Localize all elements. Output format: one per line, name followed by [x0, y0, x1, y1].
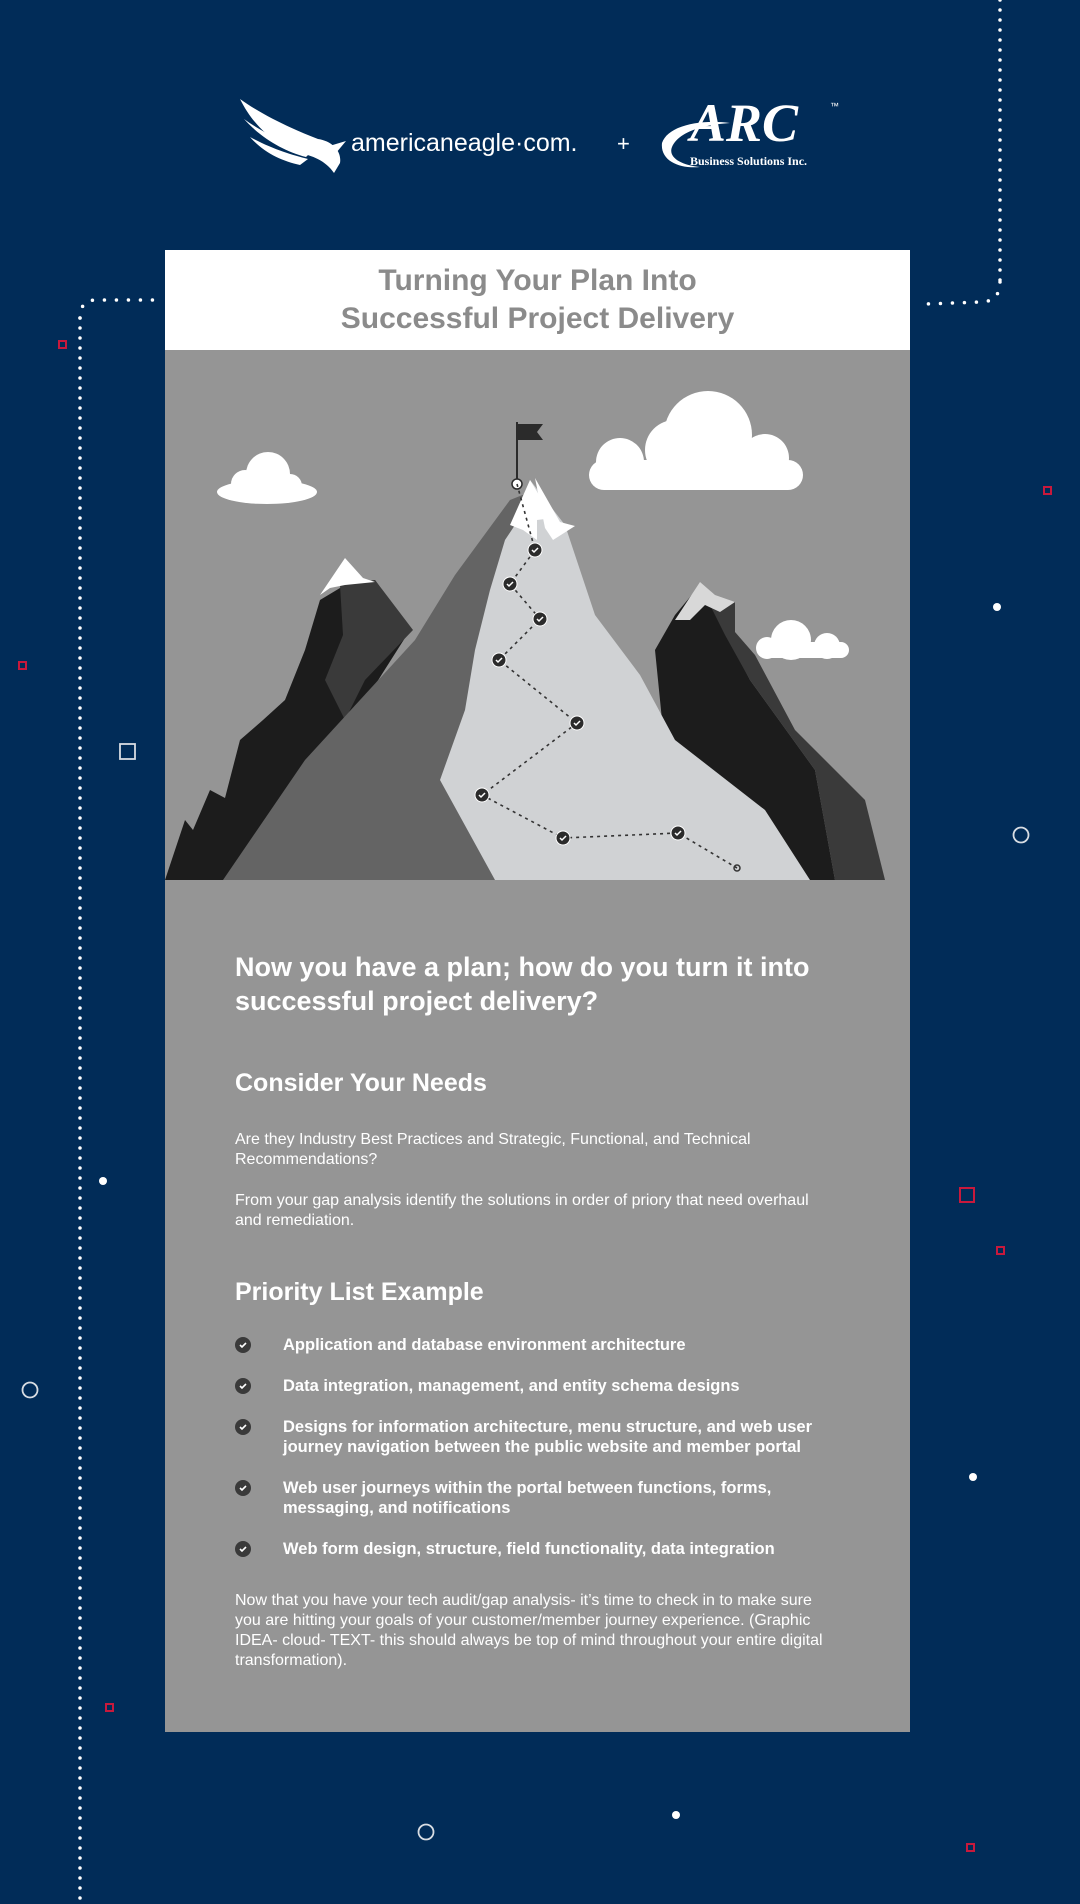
americaneagle-wordmark: americaneagle·com. [351, 129, 578, 157]
cloud-icon-top-right [589, 391, 803, 490]
cloud-icon-right [756, 620, 849, 660]
check-circle-icon [235, 1480, 251, 1496]
consider-paragraph-2: From your gap analysis identify the solutions in order of priory that need overhaul and remediation. [235, 1192, 809, 1229]
list-item [235, 1335, 835, 1355]
arc-wordmark: ARC [690, 95, 799, 153]
list-item-text: Designs for information architecture, menu structure, and web user journey navigation between the public website and member portal [283, 1418, 813, 1456]
check-circle-icon [235, 1419, 251, 1435]
logo-bar [0, 95, 1080, 185]
priority-list [235, 1335, 835, 1559]
priority-heading: Priority List Example [235, 1278, 484, 1306]
plus-sign: + [617, 131, 630, 156]
check-circle-icon [235, 1378, 251, 1394]
list-item [235, 1417, 835, 1457]
list-item [235, 1478, 835, 1518]
check-circle-icon [235, 1541, 251, 1557]
eagle-logo-icon [240, 99, 346, 173]
card-header [165, 250, 910, 350]
title-line-1: Turning Your Plan Into [378, 264, 697, 297]
cloud-icon-left [217, 452, 317, 504]
arc-subtitle: Business Solutions Inc. [690, 154, 808, 168]
list-item-text: Web form design, structure, field functionality, data integration [283, 1540, 775, 1558]
consider-paragraph-1: Are they Industry Best Practices and Strategic, Functional, and Technical Recommendations? [235, 1131, 751, 1168]
main-question: Now you have a plan; how do you turn it into successful project delivery? [235, 952, 810, 1016]
closing-paragraph: Now that you have your tech audit/gap analysis- it’s time to check in to make sure you are hitting your goals of your customer/member journey experience. (Graphic IDEA- cloud- TEXT- this should always be top of mind throughout your entire digital transformation). [235, 1592, 823, 1669]
flag-icon [512, 422, 543, 489]
list-item-text: Data integration, management, and entity schema designs [283, 1377, 740, 1395]
arc-logo [662, 95, 839, 168]
consider-heading: Consider Your Needs [235, 1069, 487, 1097]
mountain-illustration [165, 350, 910, 880]
list-item [235, 1376, 835, 1396]
list-item-text: Web user journeys within the portal between functions, forms, messaging, and notifications [283, 1479, 772, 1517]
trademark-symbol: ™ [830, 101, 839, 111]
title-line-2: Successful Project Delivery [340, 302, 735, 335]
content-section [235, 950, 835, 1671]
list-item-text: Application and database environment architecture [283, 1336, 686, 1354]
list-item [235, 1539, 835, 1559]
card-title [278, 262, 798, 338]
check-circle-icon [235, 1337, 251, 1353]
content-card [165, 250, 910, 1732]
